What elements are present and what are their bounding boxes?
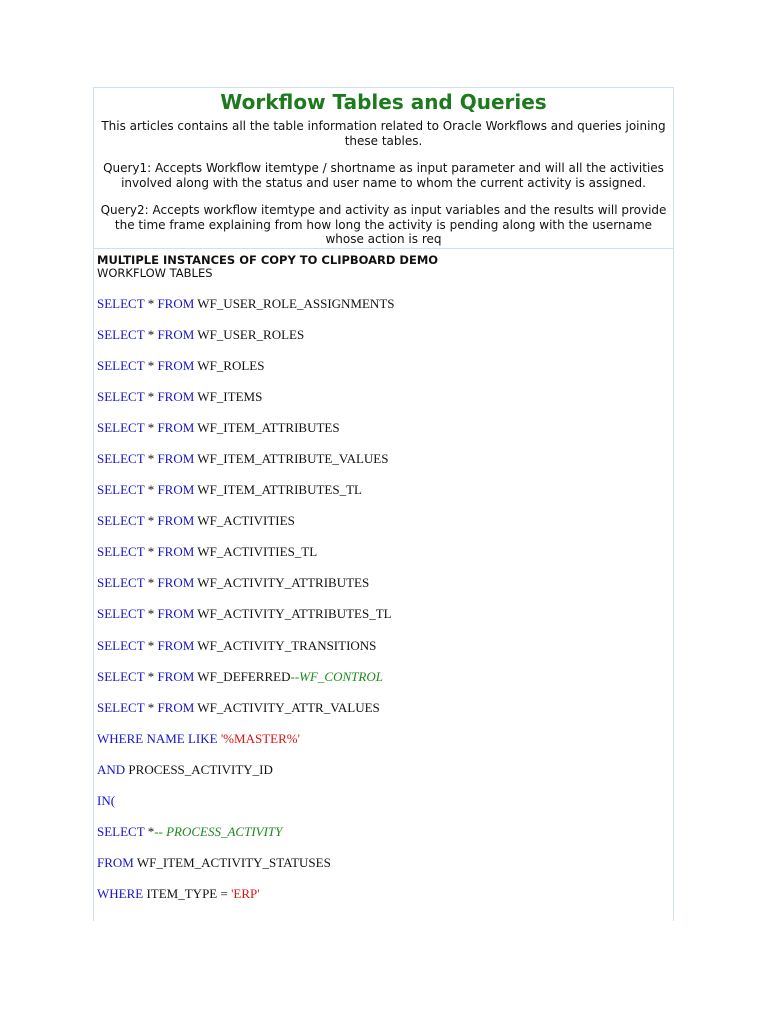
sql-text: * [144,668,158,684]
code-line [97,731,670,746]
sql-table-name: WF_ITEMS [194,388,263,404]
code-line [97,886,670,901]
sql-keyword: SELECT [97,824,145,840]
sql-keyword: SELECT [97,326,145,342]
sql-keyword: SELECT [97,699,145,715]
sql-keyword: FROM [157,357,195,373]
sql-text: * [144,544,158,560]
sql-table-name: WF_ROLES [194,357,265,373]
sql-keyword: FROM [157,326,195,342]
sql-text: WF_ITEM_ACTIVITY_STATUSES [133,855,331,871]
query2-description: Query2: Accepts workflow itemtype and activity as input variables and the results will provide the time frame explaining from how long the activity is pending along with the username whose action is req [100,203,667,246]
code-section [94,249,673,902]
sql-keyword: FROM [157,388,195,404]
sql-table-name: WF_ITEM_ATTRIBUTE_VALUES [194,450,389,466]
sql-text: * [144,513,158,529]
sql-text: * [144,326,158,342]
sql-text: * [144,575,158,591]
code-line [97,762,670,777]
sql-keyword: WHERE NAME LIKE [97,730,218,746]
sql-table-name: WF_ACTIVITY_ATTRIBUTES [194,575,370,591]
sql-keyword: FROM [157,513,195,529]
sql-table-name: WF_USER_ROLE_ASSIGNMENTS [194,295,395,311]
code-line [97,513,670,528]
sql-keyword: AND [97,761,126,777]
code-line [97,638,670,653]
sql-comment: -- PROCESS_ACTIVITY [154,824,283,840]
sql-text: ITEM_TYPE = [143,886,232,902]
sql-text: * [144,419,158,435]
sql-keyword: FROM [157,419,195,435]
sql-keyword: SELECT [97,606,145,622]
sql-keyword: FROM [157,295,195,311]
code-line [97,482,670,497]
sql-keyword: SELECT [97,513,145,529]
sql-string-literal: '%MASTER%' [220,730,300,746]
code-line [97,669,670,684]
sql-keyword: FROM [157,606,195,622]
sql-keyword: FROM [157,637,195,653]
sql-text: * [144,824,155,840]
code-line [97,793,670,808]
sql-string-literal: 'ERP' [231,886,260,902]
code-line [97,358,670,373]
sql-table-name: WF_ACTIVITY_ATTR_VALUES [194,699,380,715]
sql-text: * [144,295,158,311]
sql-keyword: FROM [157,450,195,466]
sql-keyword: SELECT [97,544,145,560]
sql-table-name: WF_DEFERRED [194,668,291,684]
sql-text: * [144,450,158,466]
sql-text: * [144,357,158,373]
sql-keyword: FROM [157,699,195,715]
sql-keyword: FROM [157,575,195,591]
sql-table-name: WF_ITEM_ATTRIBUTES [194,419,340,435]
document-frame [93,87,674,921]
page-title: Workflow Tables and Queries [220,90,547,114]
sql-table-name: WF_ITEM_ATTRIBUTES_TL [194,482,362,498]
sql-keyword: FROM [157,544,195,560]
sql-keyword: SELECT [97,295,145,311]
intro-text: This articles contains all the table information related to Oracle Workflows and queries joining these tables. [101,119,666,148]
code-line [97,824,670,839]
sql-text: * [144,699,158,715]
sql-text: * [144,482,158,498]
sql-keyword: WHERE [97,886,144,902]
sql-keyword: FROM [157,668,195,684]
sql-keyword: IN( [97,793,116,808]
sql-keyword: SELECT [97,668,145,684]
sql-keyword: SELECT [97,388,145,404]
code-line [97,420,670,435]
sql-keyword: SELECT [97,357,145,373]
sql-keyword: FROM [157,482,195,498]
code-line [97,575,670,590]
sql-keyword: SELECT [97,419,145,435]
sql-table-name: WF_ACTIVITIES [194,513,295,529]
sql-keyword: SELECT [97,575,145,591]
sql-keyword: SELECT [97,637,145,653]
sql-keyword: FROM [97,855,134,871]
code-line [97,389,670,404]
sql-text: * [144,637,158,653]
sql-table-name: WF_ACTIVITIES_TL [194,544,318,560]
demo-heading: MULTIPLE INSTANCES OF COPY TO CLIPBOARD DEMO [97,252,439,267]
sql-table-name: WF_ACTIVITY_TRANSITIONS [194,637,377,653]
code-line [97,296,670,311]
sql-comment: --WF_CONTROL [290,668,383,684]
sql-table-name: WF_USER_ROLES [194,326,305,342]
code-line [97,451,670,466]
sql-text: * [144,388,158,404]
sql-keyword: SELECT [97,482,145,498]
code-line [97,327,670,342]
sql-table-name: WF_ACTIVITY_ATTRIBUTES_TL [194,606,392,622]
code-line [97,700,670,715]
code-block [97,296,670,902]
sql-text: * [144,606,158,622]
code-line [97,855,670,870]
sql-keyword: SELECT [97,450,145,466]
sql-text: PROCESS_ACTIVITY_ID [125,761,273,777]
code-line [97,606,670,621]
section-label: WORKFLOW TABLES [97,265,213,280]
article-header [94,88,673,249]
query1-description: Query1: Accepts Workflow itemtype / shortname as input parameter and will all the activities involved along with the status and user name to whom the current activity is assigned. [103,161,664,190]
code-line [97,544,670,559]
